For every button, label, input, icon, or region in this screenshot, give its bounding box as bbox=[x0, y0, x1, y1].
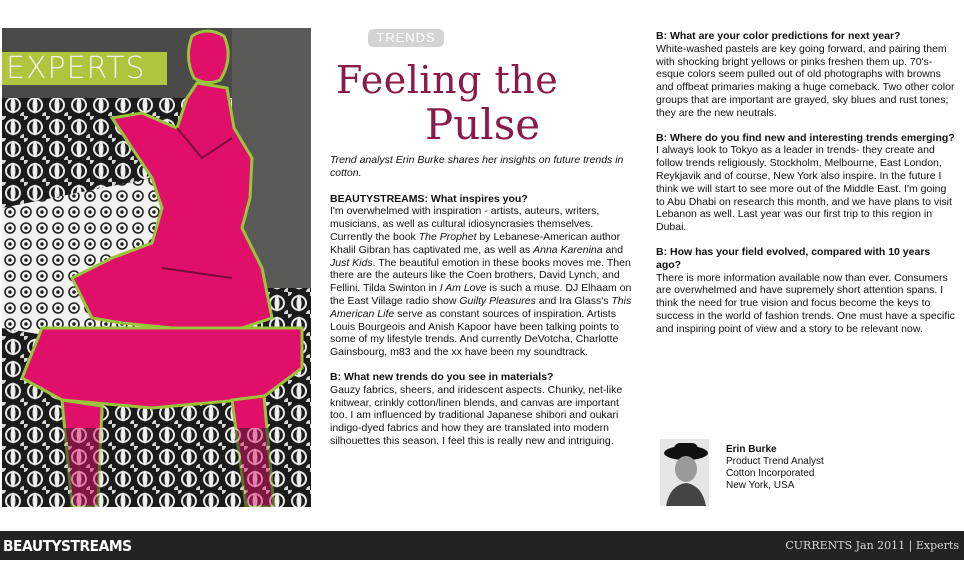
author-location: New York, USA bbox=[726, 480, 795, 491]
page-title-line1: Feeling the bbox=[336, 58, 559, 102]
answer: Gauzy fabrics, sheers, and iridescent aspects. Chunky, net-like knitwear, crinkly cotton/linen blends, and canvas are important too. I am influenced by traditional Japanese shibori and oukari indigo-dyed fabrics and how they are translated into modern silhouettes this season. I feel this is really new and intriguing. bbox=[330, 383, 623, 447]
qa-materials bbox=[330, 371, 635, 448]
experts-label: EXPERTS bbox=[2, 52, 167, 85]
issue-info: CURRENTS Jan 2011 | Experts bbox=[785, 539, 959, 552]
artwork-illustration bbox=[2, 28, 311, 507]
article-intro: Trend analyst Erin Burke shares her insights on future trends in cotton. bbox=[330, 154, 624, 179]
work-title: This American Life bbox=[330, 294, 632, 320]
article-column-right bbox=[656, 30, 956, 348]
section-tag: TRENDS bbox=[368, 29, 444, 47]
answer-text: by Lebanese-American author Khalil Gibran has captivated me, as well as bbox=[330, 230, 621, 256]
author-photo bbox=[660, 439, 709, 506]
page-title-line2: Pulse bbox=[425, 100, 541, 149]
author-info bbox=[726, 444, 824, 492]
answer: I always look to Tokyo as a leader in trends- they create and follow trends religiously. Stockholm, Melbourne, East London, Reykjavik and of course, New York also inspire. In the future I think we will start to see more out of the Middle East. I'm going to Abu Dhabi on research this month, and we have plans to visit Lebanon as well. Last year was our first trip to this region in Dubai. bbox=[656, 144, 952, 234]
author-title: Product Trend Analyst bbox=[726, 456, 824, 467]
work-title: Guilty Pleasures bbox=[459, 294, 536, 307]
author-portrait-icon bbox=[660, 439, 709, 506]
answer-text: and bbox=[602, 243, 624, 256]
author-name: Erin Burke bbox=[726, 444, 777, 455]
question: B: What are your color predictions for next year? bbox=[656, 30, 901, 42]
author-company: Cotton Incorporated bbox=[726, 468, 815, 479]
work-title: Anna Karenina bbox=[533, 243, 603, 256]
qa-inspiration bbox=[330, 193, 635, 359]
work-title: The Prophet bbox=[418, 230, 477, 243]
answer: There is more information available now than ever. Consumers are overwhelmed and have supremely short attention spans. I think the need for true vision and focus become the keys to success in the world of fashion trends. One must have a specific and inspiring point of view and a story to be relevant now. bbox=[656, 271, 955, 335]
answer bbox=[330, 205, 635, 359]
answer-text: is such a muse. DJ Elhaam on the East Village radio show bbox=[330, 282, 632, 307]
answer-text: and Ira Glass's bbox=[535, 294, 612, 307]
qa-colors bbox=[656, 30, 956, 120]
answer-text: . The beautiful emotion in these books moves me. Then there are the auteurs like the Coen brothers, David Lynch, and Fellini. Tilda Swinton in bbox=[330, 256, 631, 295]
footer-bar bbox=[0, 531, 964, 560]
answer-text: serve as constant sources of inspiration. Artists Louis Bourgeois and Anish Kapoor have been talking points to some of my lifestyle trends. And currently DeVotcha, Charlotte Gainsbourg, m83 and the xx have been my soundtrack. bbox=[330, 307, 619, 359]
cover-artwork bbox=[2, 28, 311, 507]
answer-text: I'm overwhelmed with inspiration - artists, auteurs, writers, musicians, as well as cultural idiosyncrasies themselves. Currently the book bbox=[330, 205, 600, 243]
work-title: Just Kids bbox=[330, 256, 373, 269]
answer: White-washed pastels are key going forward, and pairing them with shocking bright yellows or pinks freshen them up. 70's-esque colors seem pulled out of old photographs with browns and offbeat primaries making a huge comeback. Two other color groups that are important are grayed, sky blues and rust tones; they are the new neutrals. bbox=[656, 42, 955, 119]
article-column-left bbox=[330, 154, 635, 460]
question: B: Where do you find new and interesting trends emerging? bbox=[656, 131, 955, 144]
question: B: How has your field evolved, compared with 10 years ago? bbox=[656, 245, 931, 271]
qa-trend-locations bbox=[656, 132, 956, 234]
work-title: I Am Love bbox=[439, 282, 487, 295]
qa-field-evolution bbox=[656, 246, 956, 336]
question: B: What new trends do you see in materials? bbox=[330, 370, 554, 383]
question: BEAUTYSTREAMS: What inspires you? bbox=[330, 192, 528, 205]
brand-logo: BEAUTYSTREAMS bbox=[3, 537, 132, 555]
